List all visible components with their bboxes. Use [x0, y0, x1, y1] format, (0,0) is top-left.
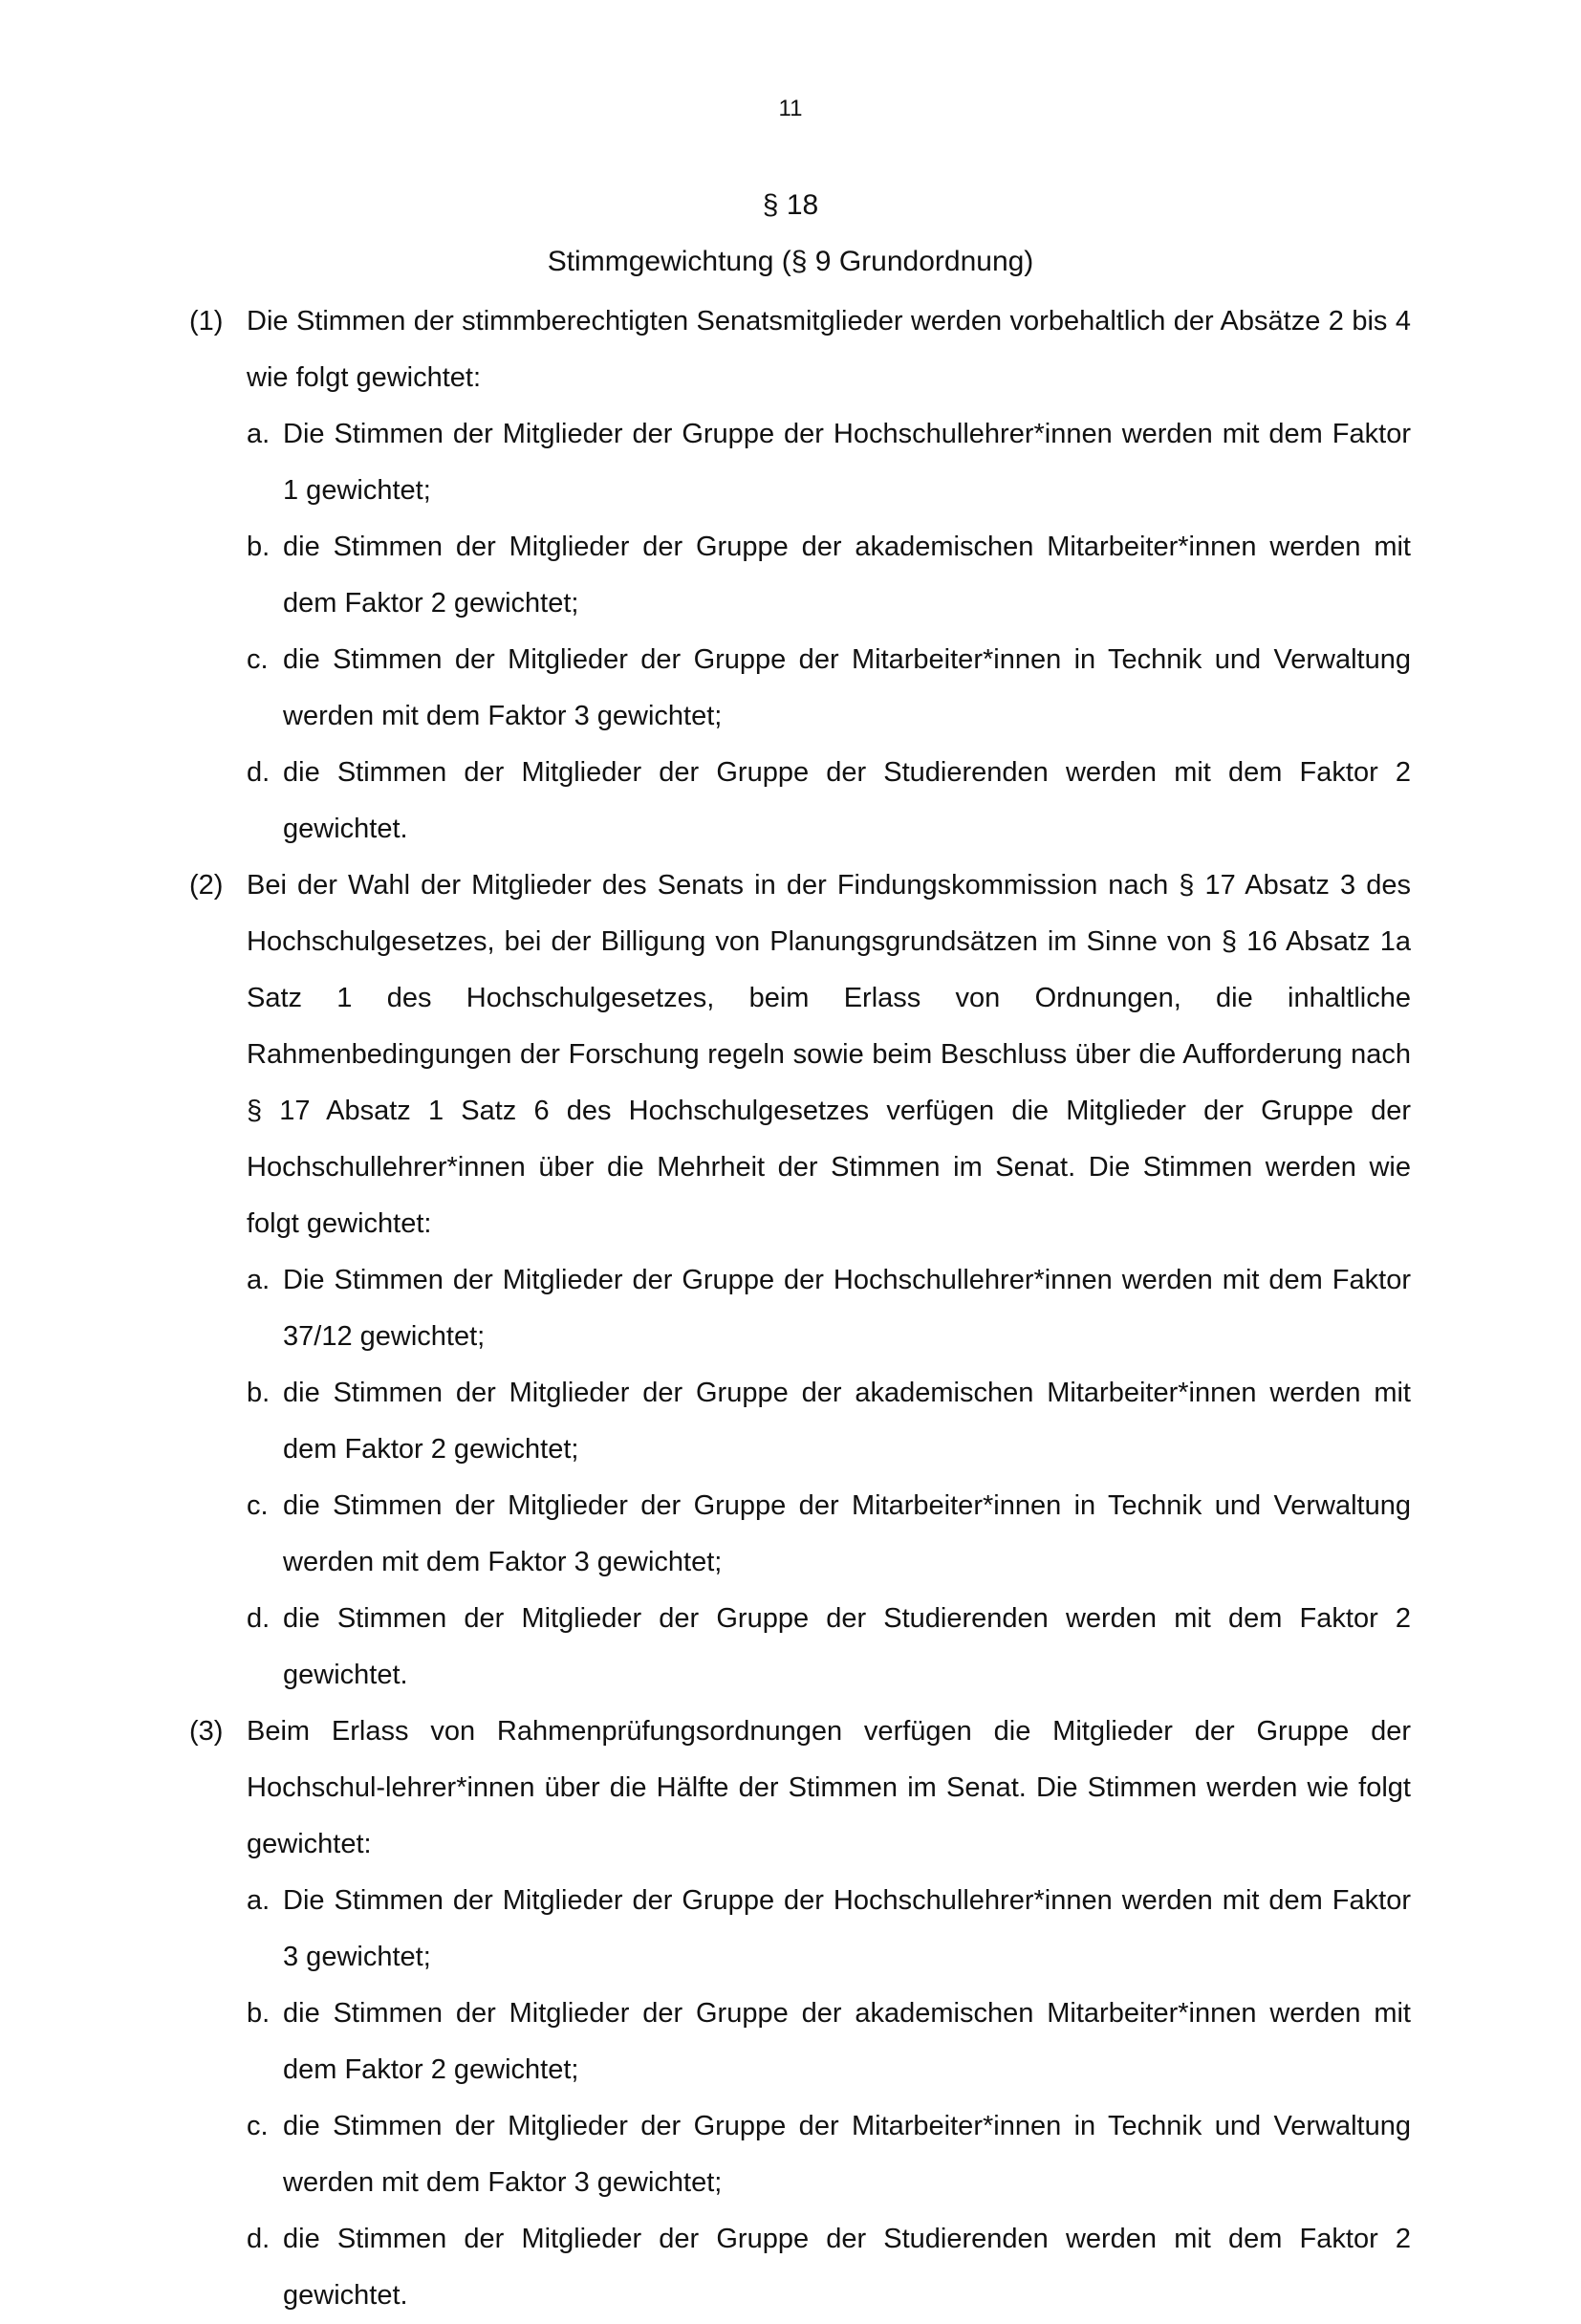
item-text: die Stimmen der Mitglieder der Gruppe der Mitarbeiter*innen in Technik und Verwaltung werden mit dem Faktor 3 gewichtet; — [283, 2111, 1411, 2198]
item-text: die Stimmen der Mitglieder der Gruppe der Mitarbeiter*innen in Technik und Verwaltung werden mit dem Faktor 3 gewichtet; — [283, 1490, 1411, 1577]
item-text: Die Stimmen der Mitglieder der Gruppe der Hochschullehrer*innen werden mit dem Faktor 3 gewichtet; — [283, 1885, 1411, 1972]
list-item — [247, 1365, 1411, 1478]
item-text: die Stimmen der Mitglieder der Gruppe der akademischen Mitarbeiter*innen werden mit dem Faktor 2 gewichtet; — [283, 532, 1411, 619]
item-letter: d. — [247, 2224, 271, 2254]
item-list — [247, 406, 1411, 858]
paragraph-number: (2) — [189, 870, 224, 901]
paragraph-content — [247, 858, 1411, 1704]
paragraph-content — [247, 293, 1411, 858]
list-item — [247, 1252, 1411, 1365]
item-list — [247, 1252, 1411, 1704]
list-item — [247, 519, 1411, 632]
list-item — [247, 1873, 1411, 1986]
section-title: Stimmgewichtung (§ 9 Grundordnung) — [547, 246, 1034, 277]
item-letter: d. — [247, 1603, 271, 1634]
item-text: die Stimmen der Mitglieder der Gruppe der Studierenden werden mit dem Faktor 2 gewichtet. — [283, 1603, 1411, 1690]
paragraph-2 — [189, 858, 1411, 1704]
item-letter: b. — [247, 1998, 271, 2029]
item-letter: a. — [247, 419, 271, 449]
list-item — [247, 745, 1411, 858]
item-letter: c. — [247, 644, 269, 675]
item-list — [247, 1873, 1411, 2324]
list-item — [247, 632, 1411, 745]
item-text: die Stimmen der Mitglieder der Gruppe der akademischen Mitarbeiter*innen werden mit dem Faktor 2 gewichtet; — [283, 1998, 1411, 2085]
item-letter: b. — [247, 1378, 271, 1408]
paragraph-text: Bei der Wahl der Mitglieder des Senats in der Findungskommission nach § 17 Absatz 3 des Hochschulgesetzes, bei der Billigung von Planungsgrundsätzen im Sinne von § 16 Absatz 1a Satz 1 des Hochschulgesetzes, beim Erlass von Ordnungen, die inhaltliche Rahmenbedingungen der Forschung regeln sowie beim Beschluss über die Aufforderung nach § 17 Absatz 1 Satz 6 des Hochschulgesetzes verfügen die Mitglieder der Gruppe der Hochschullehrer*innen über die Mehrheit der Stimmen im Senat. Die Stimmen werden wie folgt gewichtet: — [247, 870, 1411, 1239]
paragraph-content — [247, 1704, 1411, 2324]
item-text: Die Stimmen der Mitglieder der Gruppe der Hochschullehrer*innen werden mit dem Faktor 37/12 gewichtet; — [283, 1265, 1411, 1352]
item-text: die Stimmen der Mitglieder der Gruppe der Studierenden werden mit dem Faktor 2 gewichtet. — [283, 2224, 1411, 2311]
item-letter: d. — [247, 757, 271, 788]
item-text: die Stimmen der Mitglieder der Gruppe der akademischen Mitarbeiter*innen werden mit dem Faktor 2 gewichtet; — [283, 1378, 1411, 1465]
paragraph-1 — [189, 293, 1411, 858]
item-text: die Stimmen der Mitglieder der Gruppe der Studierenden werden mit dem Faktor 2 gewichtet. — [283, 757, 1411, 844]
paragraph-3 — [189, 1704, 1411, 2324]
list-item — [247, 1591, 1411, 1704]
list-item — [247, 406, 1411, 519]
paragraph-text: Die Stimmen der stimmberechtigten Senatsmitglieder werden vorbehaltlich der Absätze 2 bis 4 wie folgt gewichtet: — [247, 306, 1411, 393]
item-letter: a. — [247, 1885, 271, 1916]
item-letter: c. — [247, 2111, 269, 2141]
list-item — [247, 2211, 1411, 2324]
item-text: die Stimmen der Mitglieder der Gruppe der Mitarbeiter*innen in Technik und Verwaltung werden mit dem Faktor 3 gewichtet; — [283, 644, 1411, 731]
list-item — [247, 2098, 1411, 2211]
item-text: Die Stimmen der Mitglieder der Gruppe der Hochschullehrer*innen werden mit dem Faktor 1 gewichtet; — [283, 419, 1411, 506]
list-item — [247, 1478, 1411, 1591]
section-number: § 18 — [762, 189, 819, 221]
item-letter: a. — [247, 1265, 271, 1295]
item-letter: c. — [247, 1490, 269, 1521]
paragraph-text: Beim Erlass von Rahmenprüfungsordnungen verfügen die Mitglieder der Gruppe der Hochschul-lehrer*innen über die Hälfte der Stimmen im Senat. Die Stimmen werden wie folgt gewichtet: — [247, 1716, 1411, 1859]
paragraph-number: (3) — [189, 1716, 224, 1747]
list-item — [247, 1986, 1411, 2098]
document-body — [189, 293, 1411, 2324]
paragraph-number: (1) — [189, 306, 224, 337]
item-letter: b. — [247, 532, 271, 562]
page-number: 11 — [778, 96, 803, 121]
